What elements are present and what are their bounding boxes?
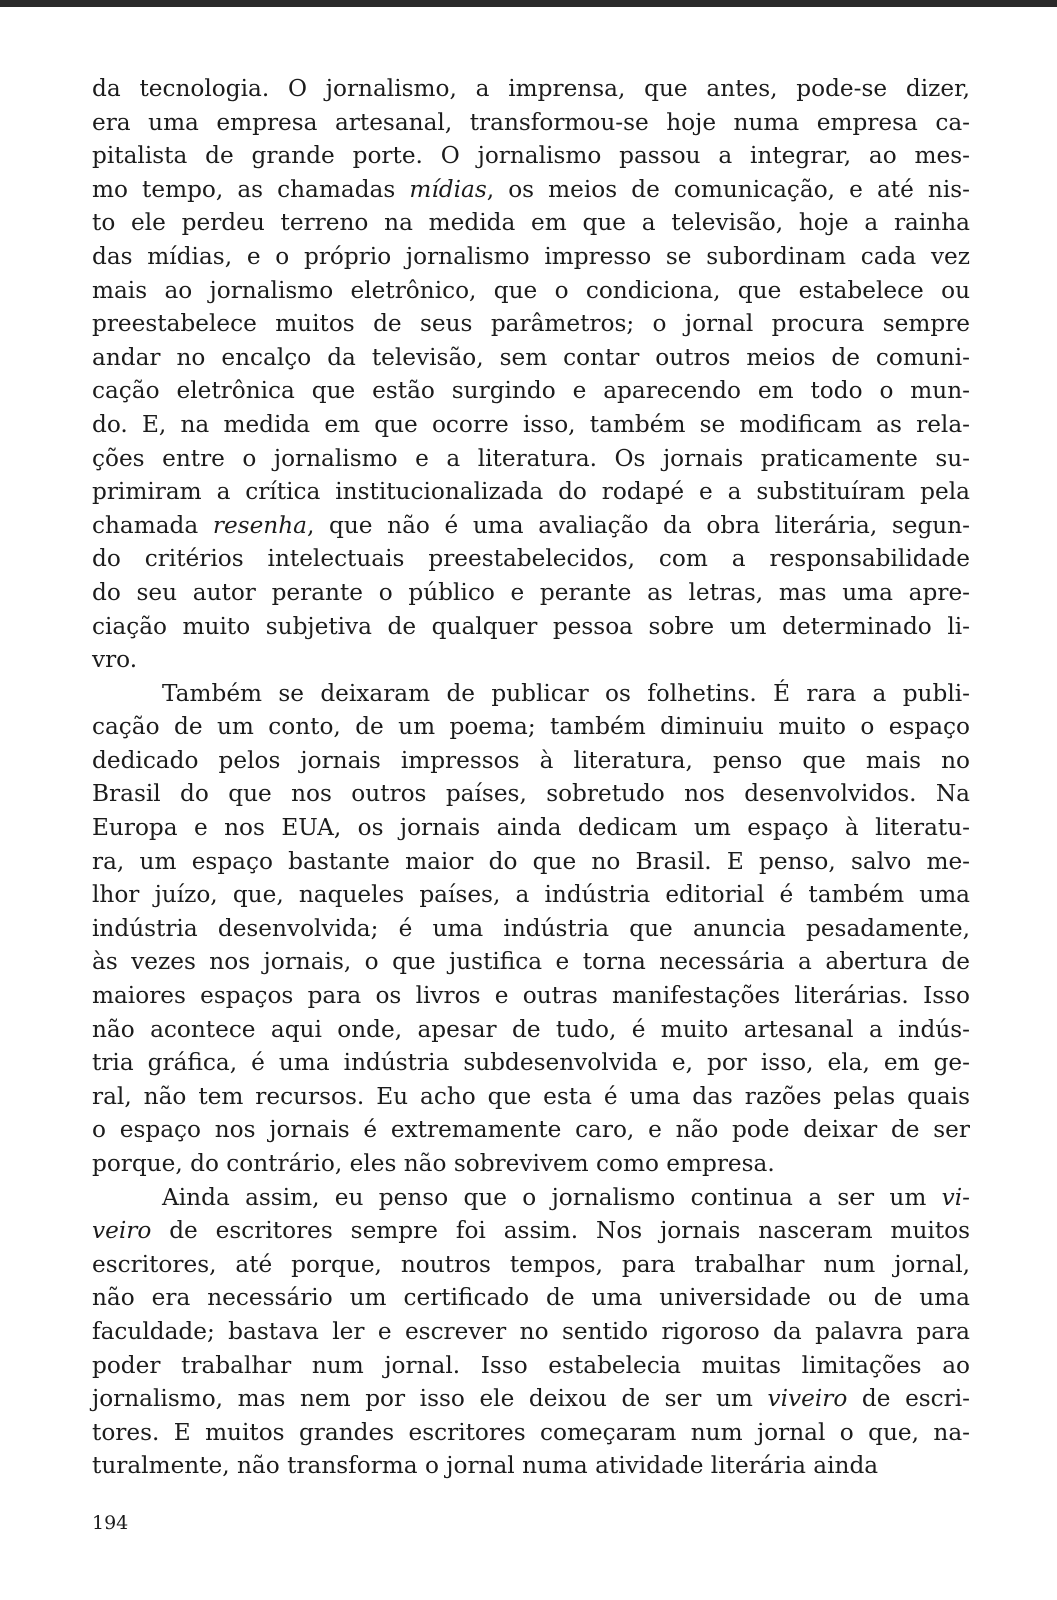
body-text: [92, 72, 970, 1483]
text-line: escritores, até porque, noutros tempos, para trabalhar num jornal,: [92, 1250, 970, 1278]
text-line: maiores espaços para os livros e outras manifestações literárias. Isso: [92, 982, 970, 1010]
text-line: da tecnologia. O jornalismo, a imprensa, que antes, pode-se dizer,: [92, 75, 970, 102]
text-line: às vezes nos jornais, o que justifica e torna necessária a abertura de: [92, 948, 970, 976]
italic-term: resenha: [212, 511, 307, 539]
text-line: cação de um conto, de um poema; também diminuiu muito o espaço: [92, 713, 970, 741]
text-line: Também se deixaram de publicar os folhetins. É rara a publi-: [162, 679, 970, 707]
text-line: primiram a crítica institucionalizada do rodapé e a substituíram pela: [92, 478, 970, 506]
italic-term: viveiro: [767, 1385, 848, 1413]
text-line: o espaço nos jornais é extremamente caro, e não pode deixar de ser: [92, 1116, 970, 1144]
paragraph: [92, 1181, 970, 1483]
text-line: lhor juízo, que, naqueles países, a indústria editorial é também uma: [92, 881, 970, 909]
text-line: to ele perdeu terreno na medida em que a televisão, hoje a rainha: [92, 209, 970, 237]
text-line: indústria desenvolvida; é uma indústria que anuncia pesadamente,: [92, 914, 970, 942]
text-line: não era necessário um certificado de uma universidade ou de uma: [92, 1284, 970, 1312]
text-line: do. E, na medida em que ocorre isso, também se modificam as rela-: [92, 410, 970, 438]
text-line: poder trabalhar num jornal. Isso estabelecia muitas limitações ao: [92, 1351, 970, 1379]
text-line: era uma empresa artesanal, transformou-se hoje numa empresa ca-: [92, 108, 970, 136]
paragraph: [92, 72, 970, 677]
text-line: tores. E muitos grandes escritores começaram num jornal o que, na-: [92, 1418, 970, 1446]
text-line: cação eletrônica que estão surgindo e aparecendo em todo o mun-: [92, 377, 970, 405]
text-line: mais ao jornalismo eletrônico, que o condiciona, que estabelece ou: [92, 276, 970, 304]
text-line: das mídias, e o próprio jornalismo impresso se subordinam cada vez: [92, 242, 970, 270]
text-line: do seu autor perante o público e perante as letras, mas uma apre-: [92, 578, 970, 606]
text-line: pitalista de grande porte. O jornalismo passou a integrar, ao mes-: [92, 142, 970, 170]
text-line: do critérios intelectuais preestabelecidos, com a responsabilidade: [92, 545, 970, 573]
text-line: Brasil do que nos outros países, sobretudo nos desenvolvidos. Na: [92, 780, 970, 808]
italic-term: veiro: [92, 1217, 152, 1245]
text-line: veiro de escritores sempre foi assim. Nos jornais nasceram muitos: [92, 1217, 970, 1245]
paragraph: [92, 677, 970, 1181]
text-line: preestabelece muitos de seus parâmetros; o jornal procura sempre: [92, 310, 970, 338]
page-number: 194: [92, 1512, 129, 1534]
text-line: dedicado pelos jornais impressos à literatura, penso que mais no: [92, 746, 970, 774]
page-top-edge: [0, 0, 1057, 7]
text-line: chamada resenha, que não é uma avaliação da obra literária, segun-: [92, 511, 970, 539]
text-line: ciação muito subjetiva de qualquer pessoa sobre um determinado li-: [92, 612, 970, 640]
text-line: faculdade; bastava ler e escrever no sentido rigoroso da palavra para: [92, 1317, 970, 1345]
text-line: mo tempo, as chamadas mídias, os meios de comunicação, e até nis-: [92, 175, 970, 203]
text-line: ções entre o jornalismo e a literatura. Os jornais praticamente su-: [92, 444, 970, 472]
text-line: Ainda assim, eu penso que o jornalismo continua a ser um vi-: [162, 1183, 970, 1211]
text-line: não acontece aqui onde, apesar de tudo, é muito artesanal a indús-: [92, 1015, 970, 1043]
text-line: porque, do contrário, eles não sobrevivem como empresa.: [92, 1150, 775, 1177]
text-line: turalmente, não transforma o jornal numa atividade literária ainda: [92, 1452, 879, 1480]
text-line: jornalismo, mas nem por isso ele deixou de ser um viveiro de escri-: [92, 1385, 971, 1413]
text-line: andar no encalço da televisão, sem contar outros meios de comuni-: [92, 343, 970, 371]
italic-term: mídias: [409, 175, 487, 203]
text-line: ra, um espaço bastante maior do que no Brasil. E penso, salvo me-: [92, 847, 970, 875]
text-line: ral, não tem recursos. Eu acho que esta é uma das razões pelas quais: [92, 1082, 970, 1110]
text-line: Europa e nos EUA, os jornais ainda dedicam um espaço à literatu-: [92, 814, 970, 842]
text-line: tria gráfica, é uma indústria subdesenvolvida e, por isso, ela, em ge-: [92, 1049, 970, 1077]
text-line: vro.: [92, 646, 138, 674]
italic-term: vi-: [941, 1183, 970, 1211]
